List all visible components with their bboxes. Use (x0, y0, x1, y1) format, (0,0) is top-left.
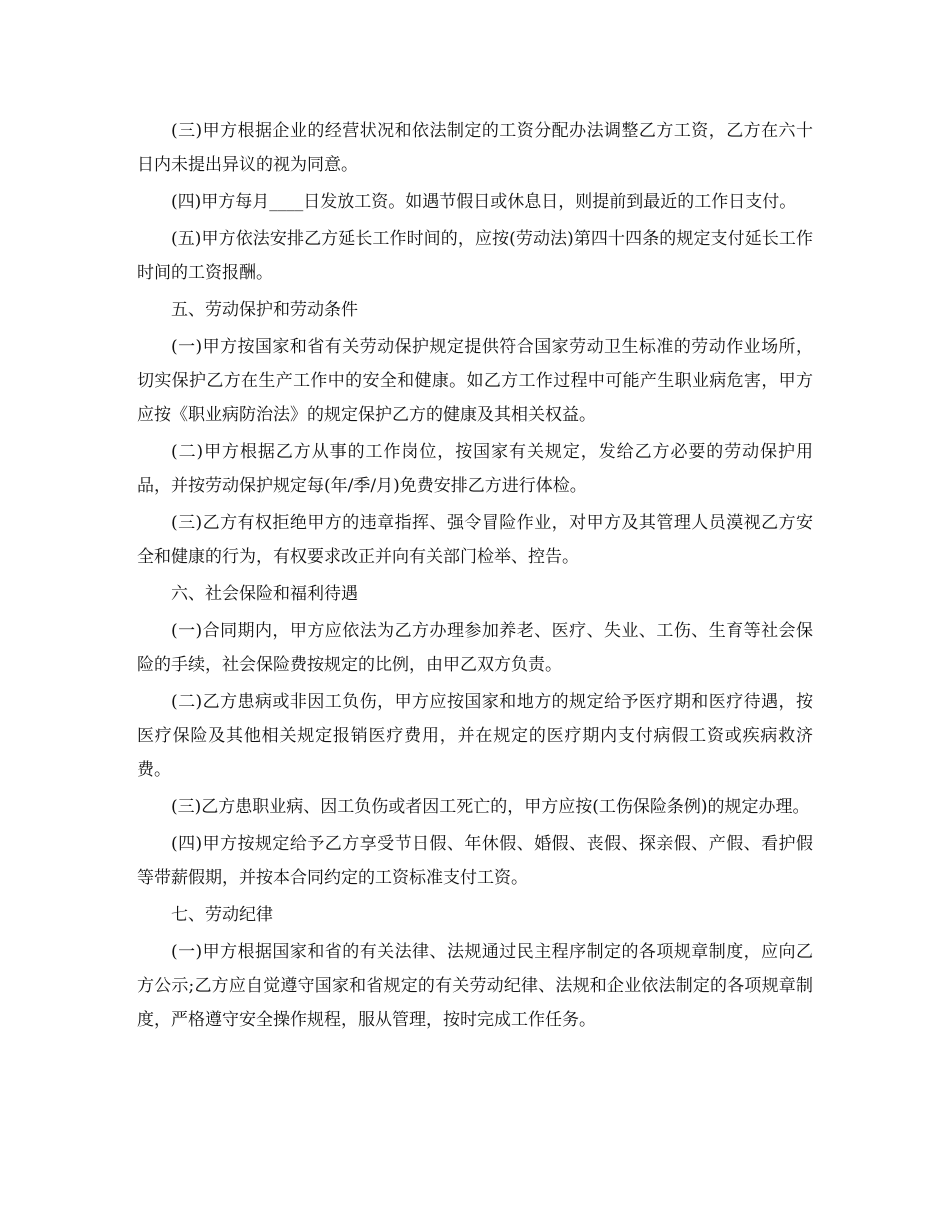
paragraph-refuse-unsafe-orders: (三)乙方有权拒绝甲方的违章指挥、强令冒险作业，对甲方及其管理人员漠视乙方安全和健康的行为，有权要求改正并向有关部门检举、控告。 (137, 513, 813, 567)
paragraph-occupational-injury: (三)乙方患职业病、因工负伤或者因工死亡的，甲方应按(工伤保险条例)的规定办理。 (171, 797, 810, 817)
paragraph-wage-adjustment: (三)甲方根据企业的经营状况和依法制定的工资分配办法调整乙方工资，乙方在六十日内未提出异议的视为同意。 (137, 121, 813, 175)
paragraph-wage-payday: (四)甲方每月____日发放工资。如遇节假日或休息日，则提前到最近的工作日支付。 (171, 192, 797, 212)
section-heading-labor-discipline: 七、劳动纪律 (171, 905, 273, 925)
paragraph-sick-leave: (二)乙方患病或非因工负伤，甲方应按国家和地方的规定给予医疗期和医疗待遇，按医疗保险及其他相关规定报销医疗费用，并在规定的医疗期内支付病假工资或疾病救济费。 (137, 692, 813, 780)
paragraph-overtime-pay: (五)甲方依法安排乙方延长工作时间的，应按(劳动法)第四十四条的规定支付延长工作时间的工资报酬。 (137, 229, 813, 283)
paragraph-insurance-enrollment: (一)合同期内，甲方应依法为乙方办理参加养老、医疗、失业、工伤、生育等社会保险的手续，社会保险费按规定的比例，由甲乙双方负责。 (137, 621, 813, 675)
paragraph-workplace-safety: (一)甲方按国家和省有关劳动保护规定提供符合国家劳动卫生标准的劳动作业场所，切实保护乙方在生产工作中的安全和健康。如乙方工作过程中可能产生职业病危害，甲方应按《职业病防治法》的规定保护乙方的健康及其相关权益。 (137, 337, 813, 425)
paragraph-paid-leave: (四)甲方按规定给予乙方享受节日假、年休假、婚假、丧假、探亲假、产假、看护假等带薪假期，并按本合同约定的工资标准支付工资。 (137, 834, 813, 888)
paragraph-protective-equipment: (二)甲方根据乙方从事的工作岗位，按国家有关规定，发给乙方必要的劳动保护用品，并按劳动保护规定每(年/季/月)免费安排乙方进行体检。 (137, 442, 813, 496)
section-heading-social-insurance: 六、社会保险和福利待遇 (171, 584, 358, 604)
document-page (137, 114, 813, 1040)
section-heading-labor-protection: 五、劳动保护和劳动条件 (171, 300, 358, 320)
paragraph-rules-compliance: (一)甲方根据国家和省的有关法律、法规通过民主程序制定的各项规章制度，应向乙方公示;乙方应自觉遵守国家和省规定的有关劳动纪律、法规和企业依法制定的各项规章制度，严格遵守安全操作规程，服从管理，按时完成工作任务。 (137, 942, 813, 1030)
